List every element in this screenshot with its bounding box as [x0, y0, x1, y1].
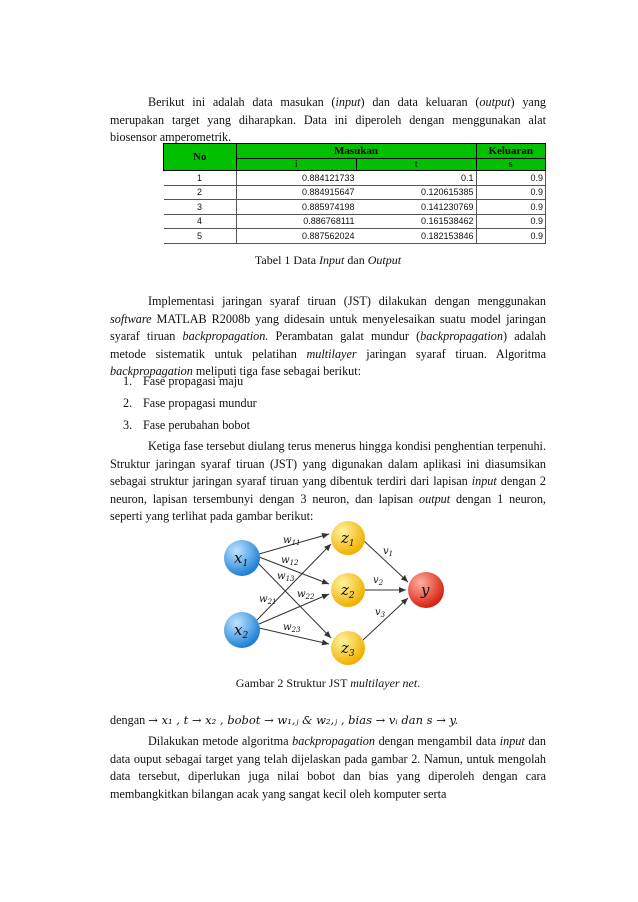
label-w12: $w_{12}$: [281, 555, 299, 567]
label-z1: $z_1$: [341, 529, 355, 549]
header-t: t: [357, 159, 477, 171]
table-row: 4 0.886768111 0.161538462 0.9: [164, 214, 546, 229]
label-w21: $w_{21}$: [259, 594, 277, 606]
table-row: 1 0.884121733 0.1 0.9: [164, 171, 546, 186]
label-w22: $w_{22}$: [297, 589, 315, 601]
label-x2: $x_2$: [234, 621, 249, 641]
edge-v3: [363, 598, 408, 640]
table-caption: Tabel 1 Data Input dan Output: [254, 253, 402, 267]
label-x1: $x_1$: [234, 549, 249, 569]
label-w23: $w_{23}$: [283, 622, 301, 634]
header-no: No: [164, 144, 237, 171]
variable-mapping: dengan → x₁ , t → x₂ , bobot → w₁,ⱼ & w₂,ⱼ , bias → vᵢ dan s → y.: [110, 713, 459, 727]
label-z3: $z_3$: [341, 639, 355, 659]
label-v1: $v_1$: [383, 546, 394, 558]
neural-network-diagram: [215, 520, 455, 670]
table-row: 3 0.885974198 0.141230769 0.9: [164, 200, 546, 215]
implementation-paragraph: Implementasi jaringan syaraf tiruan (JST) dilakukan dengan menggunakan software MATLAB R2008b yang didesain untuk menyelesaikan suatu model jaringan syaraf tiruan backpropagation. Perambatan galat mundur (backpropagation) adalah metode sistematik untuk pelatihan multilayer jaringan syaraf tiruan. Algoritma backpropagation meliputi tiga fase sebagai berikut:: [110, 294, 546, 378]
header-keluaran: Keluaran: [476, 144, 546, 159]
header-masukan: Masukan: [236, 144, 476, 159]
list-item: 2. Fase propagasi mundur: [123, 396, 257, 410]
label-y: y: [421, 581, 430, 599]
structure-paragraph: Ketiga fase tersebut diulang terus menerus hingga kondisi penghentian terpenuhi. Struktur jaringan syaraf tiruan (JST) yang digunakan dalam aplikasi ini diasumsikan sebagai struktur jaringan syaraf tiruan yang dibentuk terdiri dari lapisan input dengan 2 neuron, lapisan tersembunyi dengan 3 neuron, dan lapisan output dengan 1 neuron, seperti yang terlihat pada gambar berikut:: [110, 439, 546, 523]
label-w11: $w_{11}$: [283, 535, 301, 547]
list-item: 3. Fase perubahan bobot: [123, 418, 250, 432]
label-w13: $w_{13}$: [277, 571, 295, 583]
list-item: 1. Fase propagasi maju: [123, 374, 244, 388]
label-z2: $z_2$: [341, 581, 355, 601]
phase-list: [123, 370, 257, 436]
label-v2: $v_2$: [373, 575, 384, 587]
algorithm-paragraph: Dilakukan metode algoritma backpropagation dengan mengambil data input dan data ouput sebagai target yang telah dijelaskan pada gambar 2. Namun, untuk mengolah data tersebut, diperlukan juga nilai bobot dan bias yang diperoleh dengan cara membangkitkan bilangan acak yang sangat kecil oleh komputer serta: [110, 734, 546, 801]
figure-caption: Gambar 2 Struktur JST multilayer net.: [235, 676, 421, 690]
table-row: 5 0.887562024 0.182153846 0.9: [164, 229, 546, 244]
table-row: 2 0.884915647 0.120615385 0.9: [164, 185, 546, 200]
intro-paragraph: Berikut ini adalah data masukan (input) dan data keluaran (output) yang merupakan target yang diharapkan. Data ini diperoleh dengan menggunakan alat biosensor amperometrik.: [110, 95, 547, 144]
data-table: [163, 143, 546, 244]
header-s: s: [476, 159, 546, 171]
header-i: i: [236, 159, 357, 171]
label-v3: $v_3$: [375, 607, 386, 619]
